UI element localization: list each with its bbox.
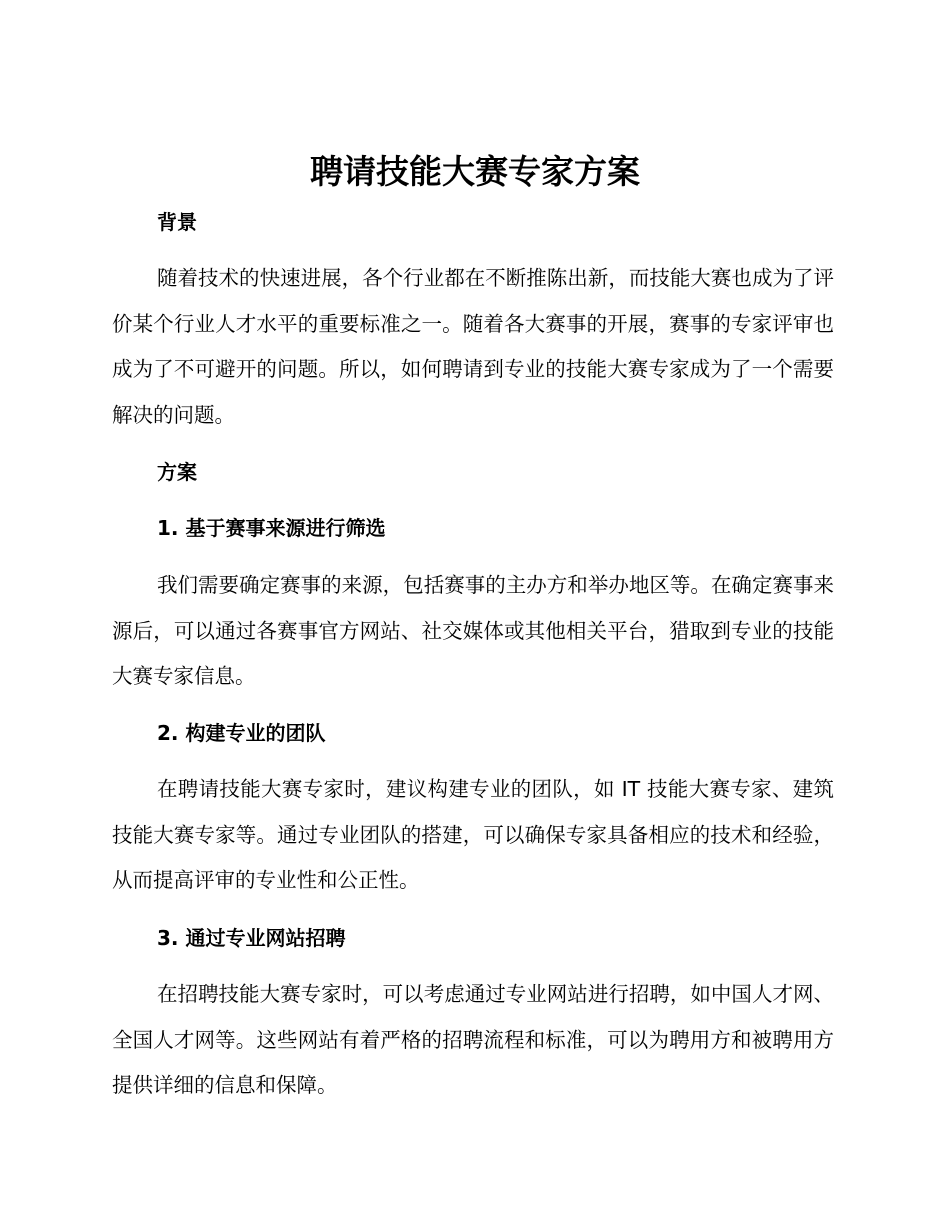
paragraph-section-3: 在招聘技能大赛专家时，可以考虑通过专业网站进行招聘，如中国人才网、全国人才网等。这些网站有着严格的招聘流程和标准，可以为聘用方和被聘用方提供详细的信息和保障。 <box>112 982 834 1097</box>
paragraph-section-2: 在聘请技能大赛专家时，建议构建专业的团队，如 IT 技能大赛专家、建筑技能大赛专家等。通过专业团队的搭建，可以确保专家具备相应的技术和经验，从而提高评审的专业性和公正性。 <box>112 777 834 892</box>
document-title: 聘请技能大赛专家方案 <box>310 152 640 191</box>
heading-plan: 方案 <box>157 460 197 484</box>
heading-section-1: 1. 基于赛事来源进行筛选 <box>157 516 386 540</box>
paragraph-section-1: 我们需要确定赛事的来源，包括赛事的主办方和举办地区等。在确定赛事来源后，可以通过各赛事官方网站、社交媒体或其他相关平台，猎取到专业的技能大赛专家信息。 <box>112 573 834 688</box>
paragraph-background: 随着技术的快速进展，各个行业都在不断推陈出新，而技能大赛也成为了评价某个行业人才水平的重要标准之一。随着各大赛事的开展，赛事的专家评审也成为了不可避开的问题。所以，如何聘请到专业的技能大赛专家成为了一个需要解决的问题。 <box>112 266 834 427</box>
heading-section-3: 3. 通过专业网站招聘 <box>157 926 346 950</box>
heading-background: 背景 <box>157 210 197 234</box>
heading-section-2: 2. 构建专业的团队 <box>157 721 326 745</box>
